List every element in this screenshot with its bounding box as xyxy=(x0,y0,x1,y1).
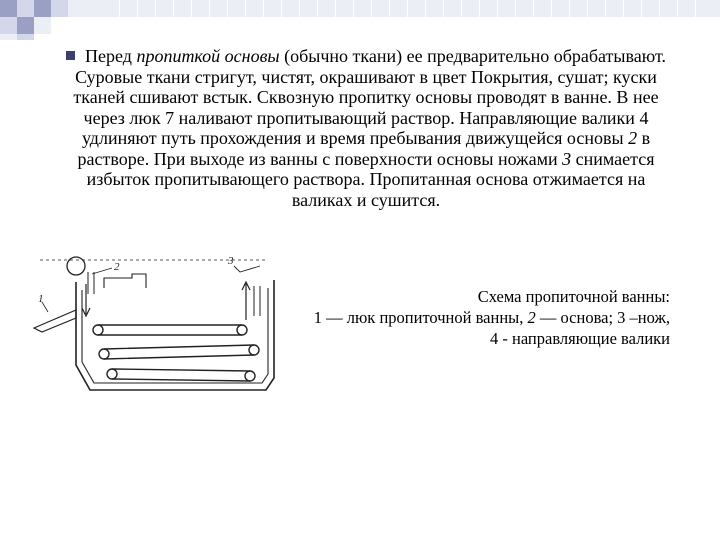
impregnation-bath-diagram xyxy=(28,250,288,410)
fabric-band xyxy=(104,345,254,359)
para-text-1: Перед xyxy=(85,46,137,66)
guide-roller xyxy=(99,349,109,359)
fabric-band xyxy=(98,325,242,335)
para-text-4: снимается избыток пропитывающего раствора. Пропитанная основа отжимается на валиках и сушится. xyxy=(86,148,655,210)
caption-text-2a: 1 — люк пропиточной ванны, xyxy=(313,308,528,327)
guide-roller xyxy=(237,325,247,335)
hatch xyxy=(34,310,76,332)
fabric-in-path xyxy=(88,272,94,294)
para-num-3: 3 xyxy=(562,148,572,169)
label-2: 2 xyxy=(114,261,120,273)
para-text-3: в растворе. При выходе из ванны с поверхности основы ножами xyxy=(77,128,651,169)
guide-roller xyxy=(93,325,103,335)
para-term-base: пропиткой основы xyxy=(136,46,280,66)
para-text-2: (обычно ткани) ее предварительно обрабатывают. Суровые ткани стригут, чистят, окрашивают в цвет Покрытия, сушат; куски тканей сшивают встык. Сквозную пропитку основы проводят в ванне. В нее через люк 7 наливают пропитывающий раствор. Направляющие валики 4 удлиняют путь прохождения и время пребывания движущейся основы xyxy=(73,46,666,148)
para-num-2: 2 xyxy=(628,128,638,148)
fabric-out-path xyxy=(254,286,260,316)
diagram-caption xyxy=(278,286,670,349)
bath-rim xyxy=(104,274,146,288)
caption-line-2 xyxy=(278,307,670,328)
base-leader xyxy=(92,268,112,274)
main-paragraph xyxy=(56,46,676,210)
fabric-band xyxy=(112,369,250,381)
caption-text-2c: — основа; 3 –нож, xyxy=(535,308,670,327)
guide-roller xyxy=(249,345,259,355)
guide-roller xyxy=(245,371,255,381)
label-3: 3 xyxy=(228,255,234,267)
bullet-square-icon xyxy=(66,51,75,60)
arrow-up-icon xyxy=(242,282,250,320)
label-1: 1 xyxy=(38,293,44,305)
caption-num-2: 2 xyxy=(527,308,536,327)
arrow-down-icon xyxy=(82,284,90,316)
corner-decoration xyxy=(0,0,720,40)
guide-roller xyxy=(107,369,117,379)
knife-leader xyxy=(234,266,260,272)
caption-line-1: Схема пропиточной ванны: xyxy=(477,287,670,306)
caption-line-3: 4 - направляющие валики xyxy=(490,329,670,348)
